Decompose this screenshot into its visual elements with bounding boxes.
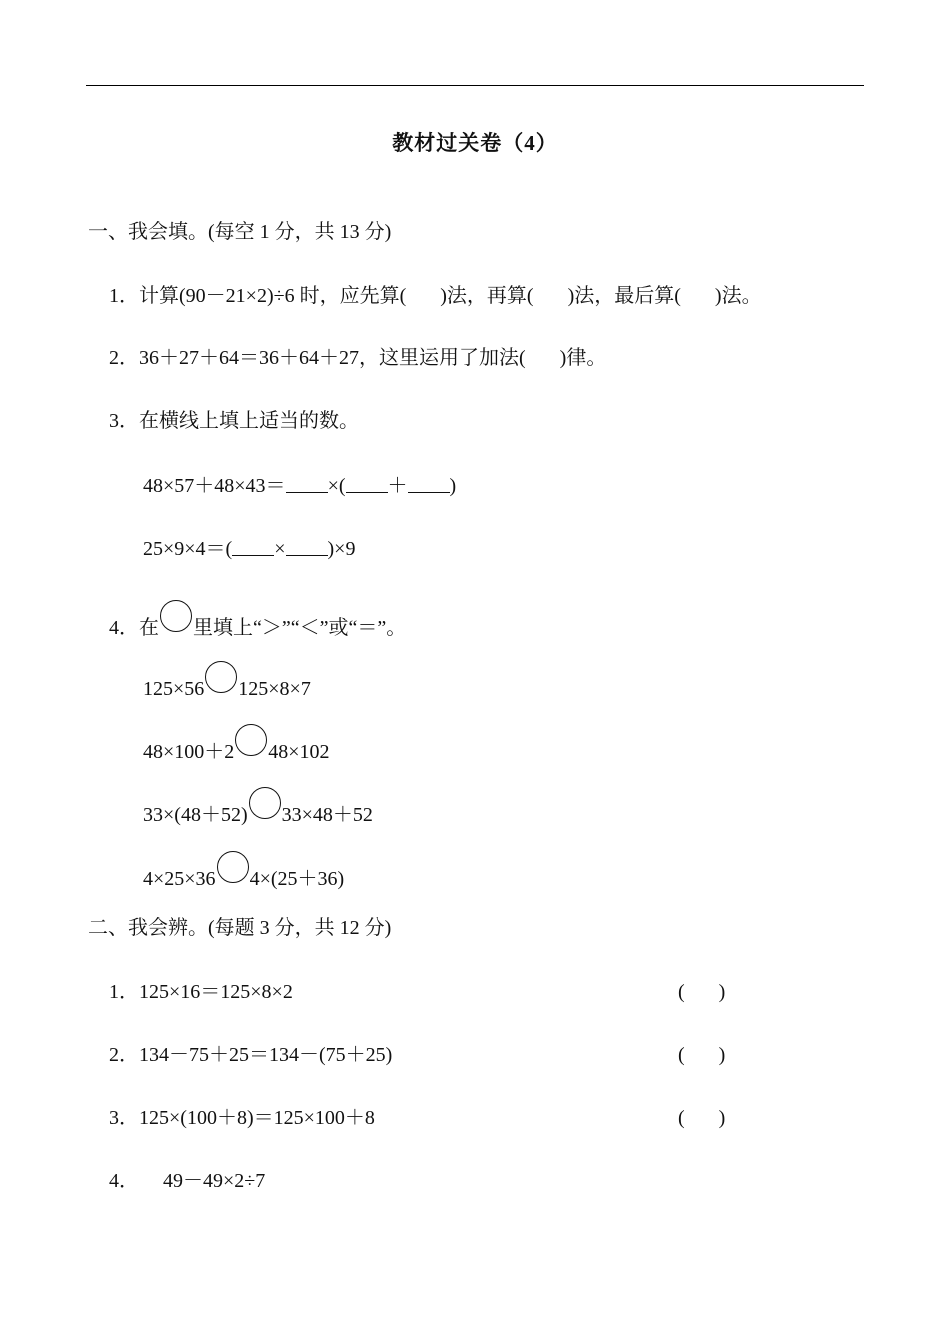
- judge-answer-2[interactable]: ( ): [678, 1044, 726, 1066]
- judge-item-4: 4． 49－49×2÷7: [109, 1170, 266, 1192]
- question-number: 4．: [109, 1170, 139, 1192]
- fill-blank[interactable]: [286, 537, 328, 556]
- judge-item-2: 2．134－75＋25＝134－(75＋25): [109, 1044, 393, 1066]
- fill-blank[interactable]: [408, 474, 450, 493]
- compare-circle[interactable]: [205, 661, 237, 693]
- question-number: 1．: [109, 285, 139, 307]
- expression-1-3-a: 48×57＋48×43＝ ×( ＋ ): [143, 475, 457, 497]
- judge-answer-3[interactable]: ( ): [678, 1107, 726, 1129]
- header-rule: [86, 85, 864, 86]
- compare-row-2: 48×100＋2 48×102: [143, 724, 330, 765]
- question-number: 1．: [109, 981, 139, 1003]
- fill-blank[interactable]: [286, 474, 328, 493]
- question-number: 3．: [109, 410, 139, 432]
- compare-row-4: 4×25×36 4×(25＋36): [143, 851, 344, 892]
- question-number: 2．: [109, 1044, 139, 1066]
- page-title: 教材过关卷（4）: [392, 131, 558, 155]
- judge-item-3: 3．125×(100＋8)＝125×100＋8: [109, 1107, 375, 1129]
- compare-circle[interactable]: [235, 724, 267, 756]
- question-number: 2．: [109, 347, 139, 369]
- question-1-1: 1．计算(90－21×2)÷6 时，应先算( )法，再算( )法，最后算( )法。: [109, 285, 762, 307]
- compare-circle[interactable]: [249, 787, 281, 819]
- compare-circle[interactable]: [217, 851, 249, 883]
- question-1-2: 2．36＋27＋64＝36＋64＋27，这里运用了加法( )律。: [109, 347, 607, 369]
- section-1-heading: 一、我会填。(每空 1 分，共 13 分): [88, 221, 392, 243]
- compare-row-1: 125×56 125×8×7: [143, 661, 311, 702]
- circle-icon: [160, 600, 192, 632]
- question-number: 3．: [109, 1107, 139, 1129]
- section-2-heading: 二、我会辨。(每题 3 分，共 12 分): [88, 917, 392, 939]
- judge-item-1: 1．125×16＝125×8×2: [109, 981, 293, 1003]
- fill-blank[interactable]: [232, 537, 274, 556]
- question-1-4: 4．在 里填上“＞”“＜”或“＝”。: [109, 600, 406, 641]
- fill-blank[interactable]: [346, 474, 388, 493]
- expression-1-3-b: 25×9×4＝( × )×9: [143, 538, 356, 560]
- question-number: 4．: [109, 617, 139, 639]
- question-1-3: 3．在横线上填上适当的数。: [109, 410, 359, 432]
- judge-answer-1[interactable]: ( ): [678, 981, 726, 1003]
- compare-row-3: 33×(48＋52) 33×48＋52: [143, 787, 373, 828]
